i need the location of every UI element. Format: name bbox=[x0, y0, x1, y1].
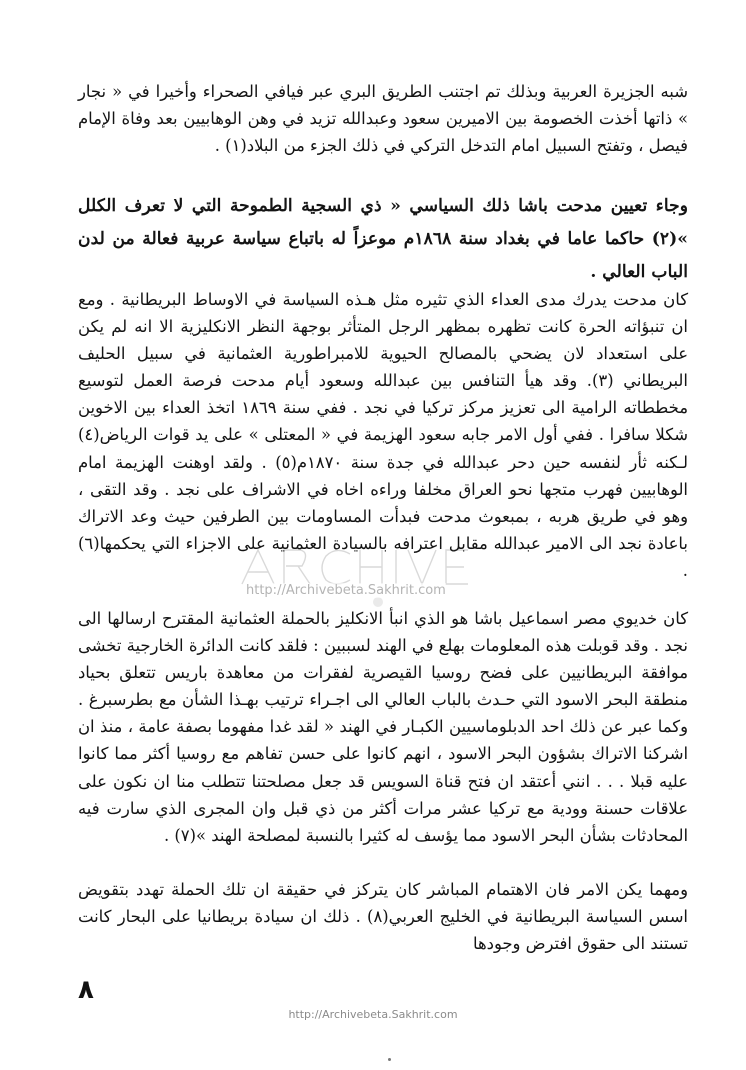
paragraph-text: ومهما يكن الامر فان الاهتمام المباشر كان يتركز في حقيقة ان تلك الحملة تهدد بتقويض اسس السياسة البريطانية في الخليج العربي(٨) . ذلك ان سيادة بريطانيا على البحار كانت تستند الى حقوق افترض وجودها bbox=[78, 880, 688, 954]
footer-archive-url: http://Archivebeta.Sakhrit.com bbox=[288, 1008, 458, 1021]
paragraph-text: شبه الجزيرة العربية وبذلك تم اجتنب الطريق البري عبر فيافي الصحراء وأخيرا في « نجار » ذاتها أخذت الخصومة بين الاميرين سعود وعبدالله تزيد في وهن الوهابيين بعد وفاة الإمام فيصل ، وتفتح السبيل امام التدخل التركي في ذلك الجزء من البلاد(١) . bbox=[78, 82, 688, 156]
paragraph-1 bbox=[78, 78, 688, 159]
watermark-url: http://Archivebeta.Sakhrit.com bbox=[246, 583, 446, 598]
print-speck bbox=[388, 1058, 391, 1061]
paragraph-text: كان مدحت يدرك مدى العداء الذي تثيره مثل هـذه السياسة في الاوساط البريطانية . ومع ان تنبؤاته الحرة كانت تظهره بمظهر الرجل المتأثر بوجهة النظر الانكليزية الا انه لم يكن على استعداد لان يضحي بالمصالح الحيوية للامبراطورية العثمانية في سبيل الحليف البريطاني (٣). وقد هيأ التنافس بين عبدالله وسعود أيام مدحت فرصة العمل لتوسيع مخططاته الرامية الى تعزيز مركز تركيا في نجد . ففي سنة ١٨٦٩ اتخذ العداء بين الاخوين شكلا سافرا . ففي أول الامر جابه سعود الهزيمة في « المعتلى » على يد قوات الرياض(٤) لـكنه ثأر لنفسه حين دحر عبدالله في جدة سنة ١٨٧٠م(٥) . ولقد اوهنت الهزيمة امام الوهابيين فهرب متجها نحو العراق مخلفا وراءه اخاه في الاشراف على نجد . وقد التقى ، وهو في طريق هربه ، بمبعوث مدحت فبدأت المساومات بين الطرفين حيث وعد الاتراك باعادة نجد الى الامير عبدالله مقابل اعترافه بالسيادة العثمانية على الاجزاء التي يحكمها(٦) . bbox=[78, 290, 688, 580]
page-number: ٨ bbox=[78, 975, 94, 1005]
paragraph-5 bbox=[78, 876, 688, 957]
archive-watermark-logo bbox=[232, 540, 524, 620]
paragraph-text: وجاء تعيين مدحت باشا ذلك السياسي « ذي السجية الطموحة التي لا تعرف الكلل »(٢) حاكما عاما في بغداد سنة ١٨٦٨م موعزاً له باتباع سياسة عربية فعالة من لدن الباب العالي . bbox=[78, 196, 689, 282]
paragraph-text: كان خديوي مصر اسماعيل باشا هو الذي انبأ الانكليز بالحملة العثمانية المقترح ارسالها الى نجد . وقد قوبلت هذه المعلومات بهلع في الهند لسببين : فلقد كانت الدائرة الخارجية تخشى موافقة البريطانيين على فضح روسيا القيصرية لفقرات من معاهدة باريس تتعلق بحياد منطقة البحر الاسود التي حـدث بالباب العالي الى اجـراء ترتيب بهـذا الشأن مع بطرسبرغ . وكما عبر عن ذلك احد الدبلوماسيين الكبـار في الهند « لقد غدا مفهوما بصفة عامة ، منذ ان اشركنا الاتراك بشؤون البحر الاسود ، انهم كانوا على حسن تفاهم مع روسيا أكثر مما كانوا عليه قبلا . . . انني أعتقد ان فتح قناة السويس قد جعل مصلحتنا تتطلب منا ان نكون على علاقات حسنة وودية مع تركيا عشر مرات أكثر من ذي قبل وان المجرى الذي سارت فيه المحادثات بشأن البحر الاسود مما يؤسف له كثيرا بالنسبة لمصلحة الهند »(٧) . bbox=[78, 609, 688, 845]
paragraph-2-bold bbox=[78, 190, 688, 289]
paragraph-4 bbox=[78, 605, 688, 849]
